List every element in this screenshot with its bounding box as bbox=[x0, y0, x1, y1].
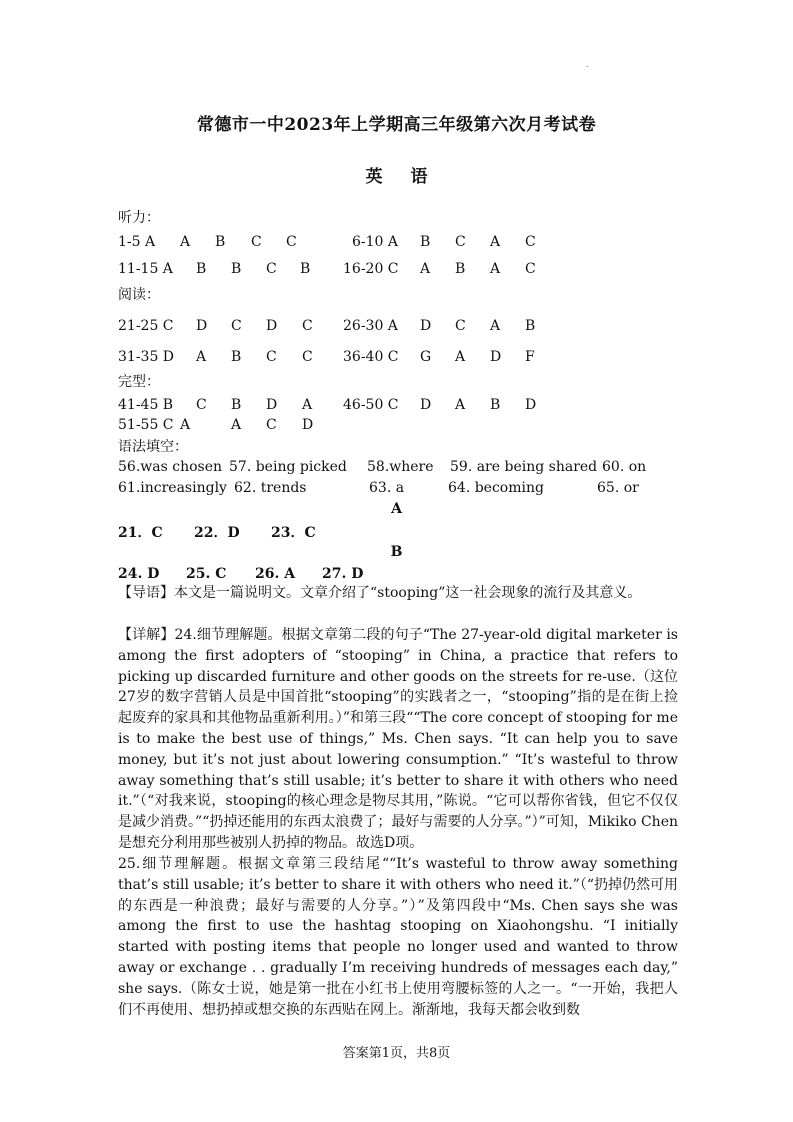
answer-cell: C bbox=[266, 349, 277, 365]
answer-cell: B bbox=[455, 261, 466, 277]
answer-cell: C bbox=[455, 318, 466, 334]
answer-row bbox=[118, 459, 678, 479]
grammar-label: 语法填空： bbox=[118, 439, 188, 455]
answer-cell: D bbox=[196, 318, 208, 334]
answer-cell: 11-15 A bbox=[118, 261, 173, 277]
answer-cell: A bbox=[420, 261, 431, 277]
answer-row bbox=[118, 234, 678, 254]
answer-row bbox=[118, 397, 678, 417]
answer-cell: 6-10 A bbox=[352, 234, 399, 250]
answer-cell: C bbox=[302, 349, 313, 365]
answer-cell: 22．D bbox=[194, 525, 240, 541]
answer-cell: C bbox=[286, 234, 297, 250]
answer-cell: B bbox=[525, 318, 536, 334]
answer-cell: 23．C bbox=[271, 525, 316, 541]
answer-cell: 31-35 D bbox=[118, 349, 175, 365]
answer-cell: D bbox=[266, 397, 278, 413]
section-b-heading: B bbox=[390, 544, 403, 560]
answer-cell: C bbox=[525, 261, 536, 277]
detail-24-paragraph: 【详解】24.细节理解题。根据文章第二段的句子“The 27-year-old digital marketer is among the first adopters of “stooping” in China, a practice that refers to picking up discarded furniture and other goods on the streets for re-use.（这位27岁的数字营销人员是中国首批“stooping”的实践者之一，“stooping”指的是在街上捡起废弃的家具和其他物品重新利用。）”和第三段““The core concept of stooping for me is to make the best use of things,” Ms. Chen says. “It can help you to save money, but it’s not just about lowering consumption.” “It’s wasteful to throw away something that’s still usable; it’s better to share it with others who need it.”（“对我来说，stooping的核心理念是物尽其用，”陈说。“它可以帮你省钱，但它不仅仅是减少消费。”“扔掉还能用的东西太浪费了；最好与需要的人分享。”）”可知，Mikiko Chen是想充分利用那些被别人扔掉的物品。故选D项。 bbox=[118, 627, 678, 851]
answer-cell: 26. A bbox=[255, 566, 296, 582]
subject-heading: 英 语 bbox=[365, 167, 428, 187]
answer-row bbox=[118, 349, 678, 369]
scan-dot: . bbox=[586, 60, 589, 69]
guide-paragraph: 【导语】本文是一篇说明文。文章介绍了“stooping”这一社会现象的流行及其意义。 bbox=[118, 585, 642, 601]
answer-cell: 27. D bbox=[322, 566, 364, 582]
answer-cell: A bbox=[196, 349, 207, 365]
answer-cell: 51-55 C bbox=[118, 417, 174, 433]
answer-cell: 24. D bbox=[118, 566, 160, 582]
answer-cell: 59. are being shared bbox=[450, 459, 598, 475]
answer-cell: F bbox=[525, 349, 535, 365]
answer-cell: 41-45 B bbox=[118, 397, 174, 413]
answer-cell: C bbox=[455, 234, 466, 250]
answer-row bbox=[118, 417, 678, 437]
section-a-heading: A bbox=[391, 501, 402, 517]
answer-cell: A bbox=[302, 397, 313, 413]
answer-cell: 46-50 C bbox=[343, 397, 399, 413]
answer-cell: A bbox=[455, 397, 466, 413]
answer-cell: 64. becoming bbox=[448, 480, 544, 496]
reading-label: 阅读： bbox=[118, 287, 160, 303]
detail-25-paragraph: 25.细节理解题。根据文章第三段结尾““It’s wasteful to throw away something that’s still usable; it’s better to share it with others who need it.”（“扔掉仍然可用的东西是一种浪费；最好与需要的人分享。”）”及第四段中“Ms. Chen says she was among the first to use the hashtag stooping on Xiaohongshu. “I initially started with posting items that people no longer used and wanted to throw away or exchange . . gradually I’m receiving hundreds of messages each day,” she says.（陈女士说，她是第一批在小红书上使用弯腰标签的人之一。“一开始，我把人们不再使用、想扔掉或想交换的东西贴在网上。渐渐地，我每天都会收到数 bbox=[118, 856, 678, 1018]
answer-cell: 62. trends bbox=[234, 480, 307, 496]
answer-row bbox=[118, 318, 678, 338]
answer-cell: 21-25 C bbox=[118, 318, 174, 334]
answer-row bbox=[118, 261, 678, 281]
answer-cell: 60. on bbox=[602, 459, 647, 475]
answer-cell: C bbox=[525, 234, 536, 250]
answer-row bbox=[118, 522, 678, 542]
answer-cell: 65. or bbox=[597, 480, 639, 496]
answer-cell: B bbox=[300, 261, 311, 277]
answer-cell: D bbox=[302, 417, 314, 433]
answer-cell: B bbox=[231, 349, 242, 365]
listening-label: 听力： bbox=[118, 210, 160, 226]
answer-cell: C bbox=[251, 234, 262, 250]
answer-cell: 1-5 A bbox=[118, 234, 156, 250]
answer-cell: A bbox=[455, 349, 466, 365]
answer-cell: C bbox=[231, 318, 242, 334]
answer-cell: B bbox=[196, 261, 207, 277]
answer-cell: B bbox=[231, 261, 242, 277]
answer-row bbox=[118, 480, 678, 500]
answer-cell: 21．C bbox=[118, 525, 163, 541]
answer-cell: D bbox=[266, 318, 278, 334]
answer-cell: A bbox=[231, 417, 242, 433]
answer-cell: C bbox=[266, 417, 277, 433]
answer-cell: 26-30 A bbox=[343, 318, 398, 334]
answer-cell: 63. a bbox=[369, 480, 405, 496]
answer-cell: C bbox=[302, 318, 313, 334]
answer-cell: A bbox=[180, 417, 191, 433]
answer-cell: 16-20 C bbox=[343, 261, 399, 277]
answer-cell: D bbox=[490, 349, 502, 365]
answer-cell: B bbox=[231, 397, 242, 413]
answer-cell: D bbox=[525, 397, 537, 413]
answer-cell: C bbox=[196, 397, 207, 413]
cloze-label: 完型： bbox=[118, 374, 160, 390]
answer-cell: G bbox=[420, 349, 432, 365]
answer-cell: A bbox=[490, 318, 501, 334]
answer-cell: A bbox=[180, 234, 191, 250]
answer-cell: B bbox=[215, 234, 226, 250]
answer-cell: B bbox=[420, 234, 431, 250]
page-footer: 答案第1页，共8页 bbox=[342, 1046, 451, 1061]
answer-cell: 61.increasingly bbox=[118, 480, 227, 496]
answer-cell: 25. C bbox=[186, 566, 227, 582]
answer-cell: C bbox=[266, 261, 277, 277]
answer-cell: 58.where bbox=[367, 459, 434, 475]
answer-cell: D bbox=[420, 397, 432, 413]
answer-cell: A bbox=[490, 234, 501, 250]
answer-cell: 57. being picked bbox=[229, 459, 347, 475]
answer-cell: 36-40 C bbox=[343, 349, 399, 365]
answer-cell: A bbox=[490, 261, 501, 277]
exam-title: 常德市一中2023年上学期高三年级第六次月考试卷 bbox=[196, 115, 597, 135]
answer-cell: B bbox=[490, 397, 501, 413]
answer-cell: D bbox=[420, 318, 432, 334]
answer-cell: 56.was chosen bbox=[118, 459, 223, 475]
